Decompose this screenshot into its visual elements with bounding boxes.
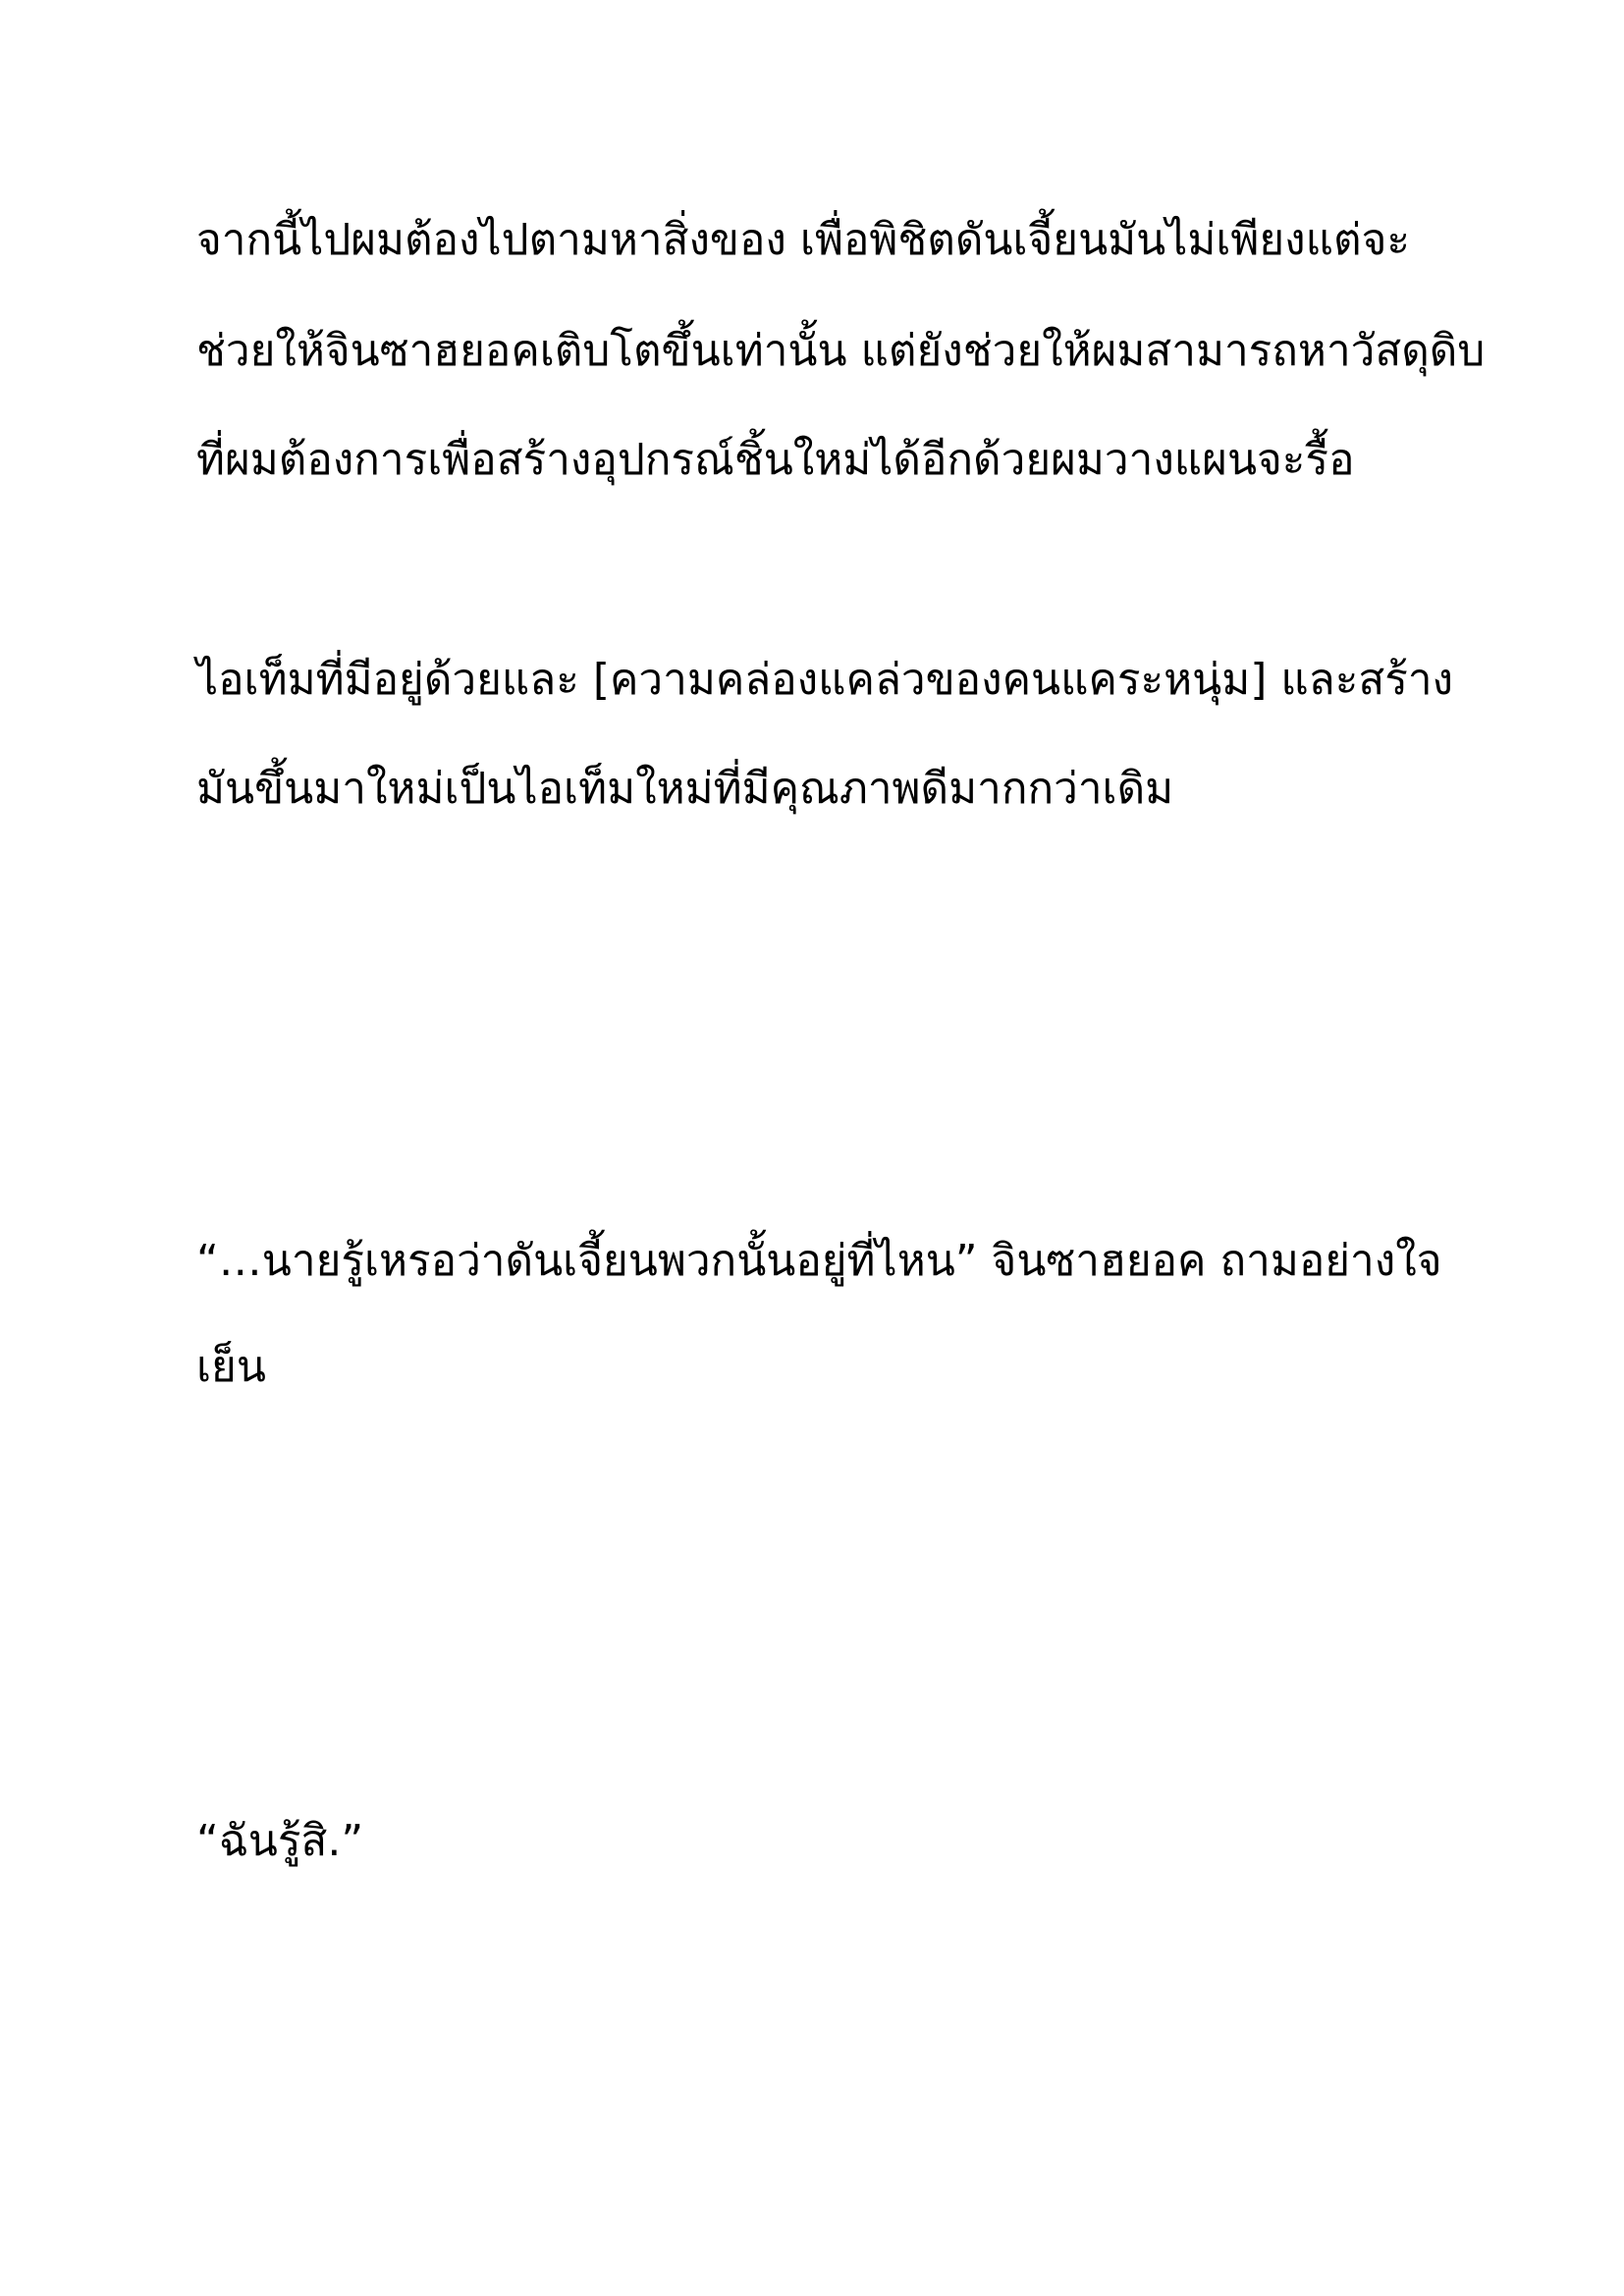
paragraph-2 <box>196 655 1454 814</box>
text-line: “ฉันรู้สิ.” <box>196 1816 364 1866</box>
text-line: ที่ผมต้องการเพื่อสร้างอุปกรณ์ชิ้นใหม่ได้อีกด้วยผมวางแผนจะรื้อ <box>196 435 1355 485</box>
dialogue-paragraph-2 <box>196 1816 1453 1866</box>
text-line: “…นายรู้เหรอว่าดันเจี้ยนพวกนั้นอยู่ที่ไหน” จินซาฮยอค ถามอย่างใจ <box>196 1236 1442 1286</box>
text-line: ไอเท็มที่มีอยู่ด้วยและ [ความคล่องแคล่วของคนแคระหนุ่ม] และสร้าง <box>196 655 1454 705</box>
text-line: เย็น <box>196 1342 266 1392</box>
paragraph-1 <box>196 215 1486 485</box>
text-line: มันขึ้นมาใหม่เป็นไอเท็มใหม่ที่มีคุณภาพดีมากกว่าเดิม <box>196 764 1174 814</box>
text-line: ช่วยให้จินซาฮยอคเติบโตขึ้นเท่านั้น แต่ยังช่วยให้ผมสามารถหาวัสดุดิบ <box>196 326 1486 376</box>
text-line: จากนี้ไปผมต้องไปตามหาสิ่งของ เพื่อพิชิตดันเจี้ยนมันไม่เพียงแต่จะ <box>196 215 1411 265</box>
dialogue-paragraph-1 <box>196 1236 1453 1392</box>
